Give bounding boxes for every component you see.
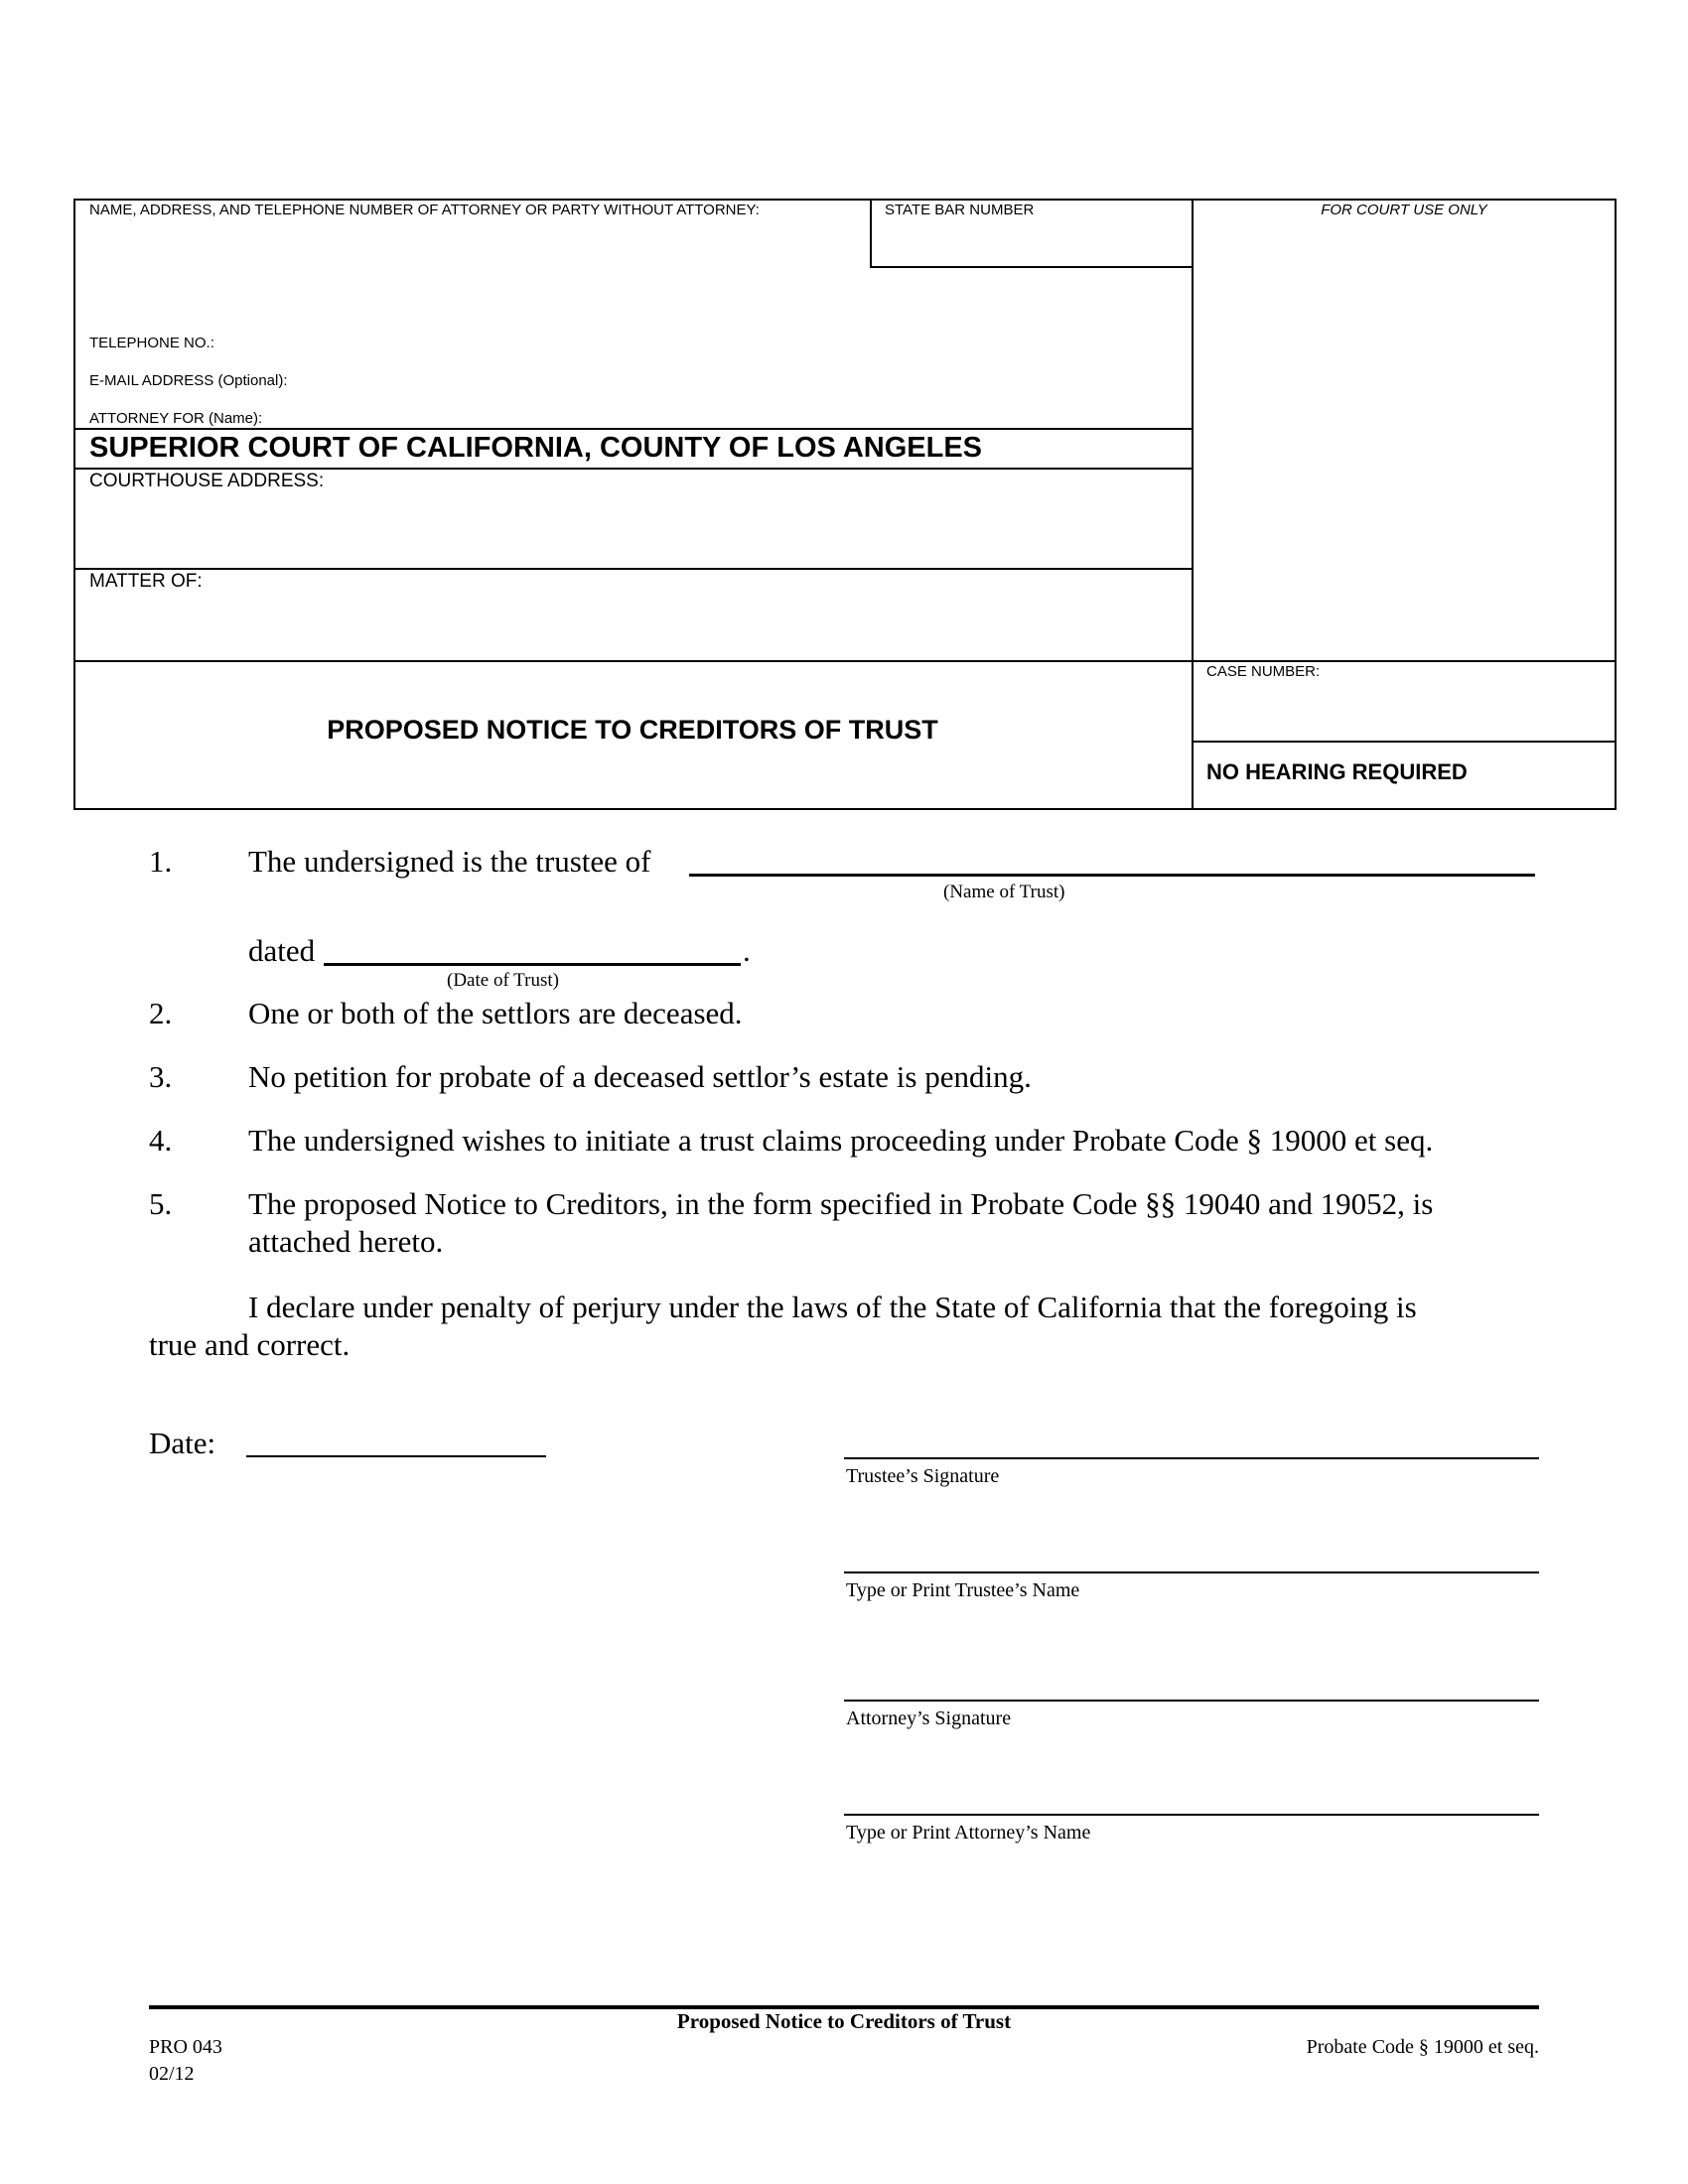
matter-bottom-rule [73,660,1617,662]
footer-form-number: PRO 043 [149,2036,222,2058]
state-bar-divider [870,199,872,268]
item-5-text-line1: The proposed Notice to Creditors, in the form specified in Probate Code §§ 19040 and 19052, is [248,1186,1434,1221]
attorney-for-label: ATTORNEY FOR (Name): [89,410,263,427]
court-name-bottom-rule [73,468,1194,470]
trust-name-field[interactable] [689,874,1535,877]
form-title: PROPOSED NOTICE TO CREDITORS OF TRUST [327,715,938,745]
trustee-signature-field[interactable] [844,1457,1539,1459]
attorney-signature-caption: Attorney’s Signature [846,1707,1012,1729]
trust-date-field[interactable] [324,963,741,966]
dated-label: dated [248,933,316,968]
courthouse-address-label: COURTHOUSE ADDRESS: [89,471,325,491]
trust-name-caption: (Name of Trust) [943,882,1065,902]
attorney-name-field[interactable] [844,1814,1539,1816]
trustee-name-caption: Type or Print Trustee’s Name [846,1579,1080,1601]
footer-form-date: 02/12 [149,2063,195,2085]
item-5-number: 5. [149,1186,173,1221]
case-number-label: CASE NUMBER: [1206,663,1321,680]
item-3-number: 3. [149,1059,173,1094]
item-4-text: The undersigned wishes to initiate a trust claims proceeding under Probate Code § 19000 et seq. [248,1123,1434,1158]
item-5-text-line2: attached hereto. [248,1224,444,1259]
state-bar-bottom [870,266,1194,268]
item-1-text: The undersigned is the trustee of [248,844,651,879]
court-use-label: FOR COURT USE ONLY [1321,202,1487,218]
matter-of-label: MATTER OF: [89,571,203,592]
case-number-bottom-rule [1192,741,1617,743]
date-label: Date: [149,1426,216,1460]
footer-code: Probate Code § 19000 et seq. [1306,2036,1539,2058]
footer-title: Proposed Notice to Creditors of Trust [676,2009,1012,2033]
trustee-name-field[interactable] [844,1571,1539,1573]
court-name: SUPERIOR COURT OF CALIFORNIA, COUNTY OF LOS ANGELES [89,432,983,464]
item-3-text: No petition for probate of a deceased settlor’s estate is pending. [248,1059,1032,1094]
court-use-divider [1192,199,1194,810]
trustee-signature-caption: Trustee’s Signature [846,1465,1000,1487]
attorney-header-label: NAME, ADDRESS, AND TELEPHONE NUMBER OF ATTORNEY OR PARTY WITHOUT ATTORNEY: [89,202,760,218]
item-2-number: 2. [149,996,173,1030]
court-name-top-rule [73,428,1194,430]
no-hearing-label: NO HEARING REQUIRED [1206,759,1468,784]
courthouse-bottom-rule [73,568,1194,570]
telephone-label: TELEPHONE NO.: [89,335,214,351]
item-4-number: 4. [149,1123,173,1158]
email-label: E-MAIL ADDRESS (Optional): [89,372,288,389]
dated-period: . [743,933,751,968]
state-bar-label: STATE BAR NUMBER [885,202,1035,218]
item-2-text: One or both of the settlors are deceased. [248,996,743,1030]
attorney-name-caption: Type or Print Attorney’s Name [846,1822,1091,1843]
date-of-trust-caption: (Date of Trust) [447,970,559,991]
item-1-number: 1. [149,844,173,879]
declaration-line1: I declare under penalty of perjury under the laws of the State of California that the foregoing is [248,1290,1417,1324]
attorney-signature-field[interactable] [844,1700,1539,1702]
date-field[interactable] [246,1455,546,1457]
declaration-line2: true and correct. [149,1327,351,1362]
